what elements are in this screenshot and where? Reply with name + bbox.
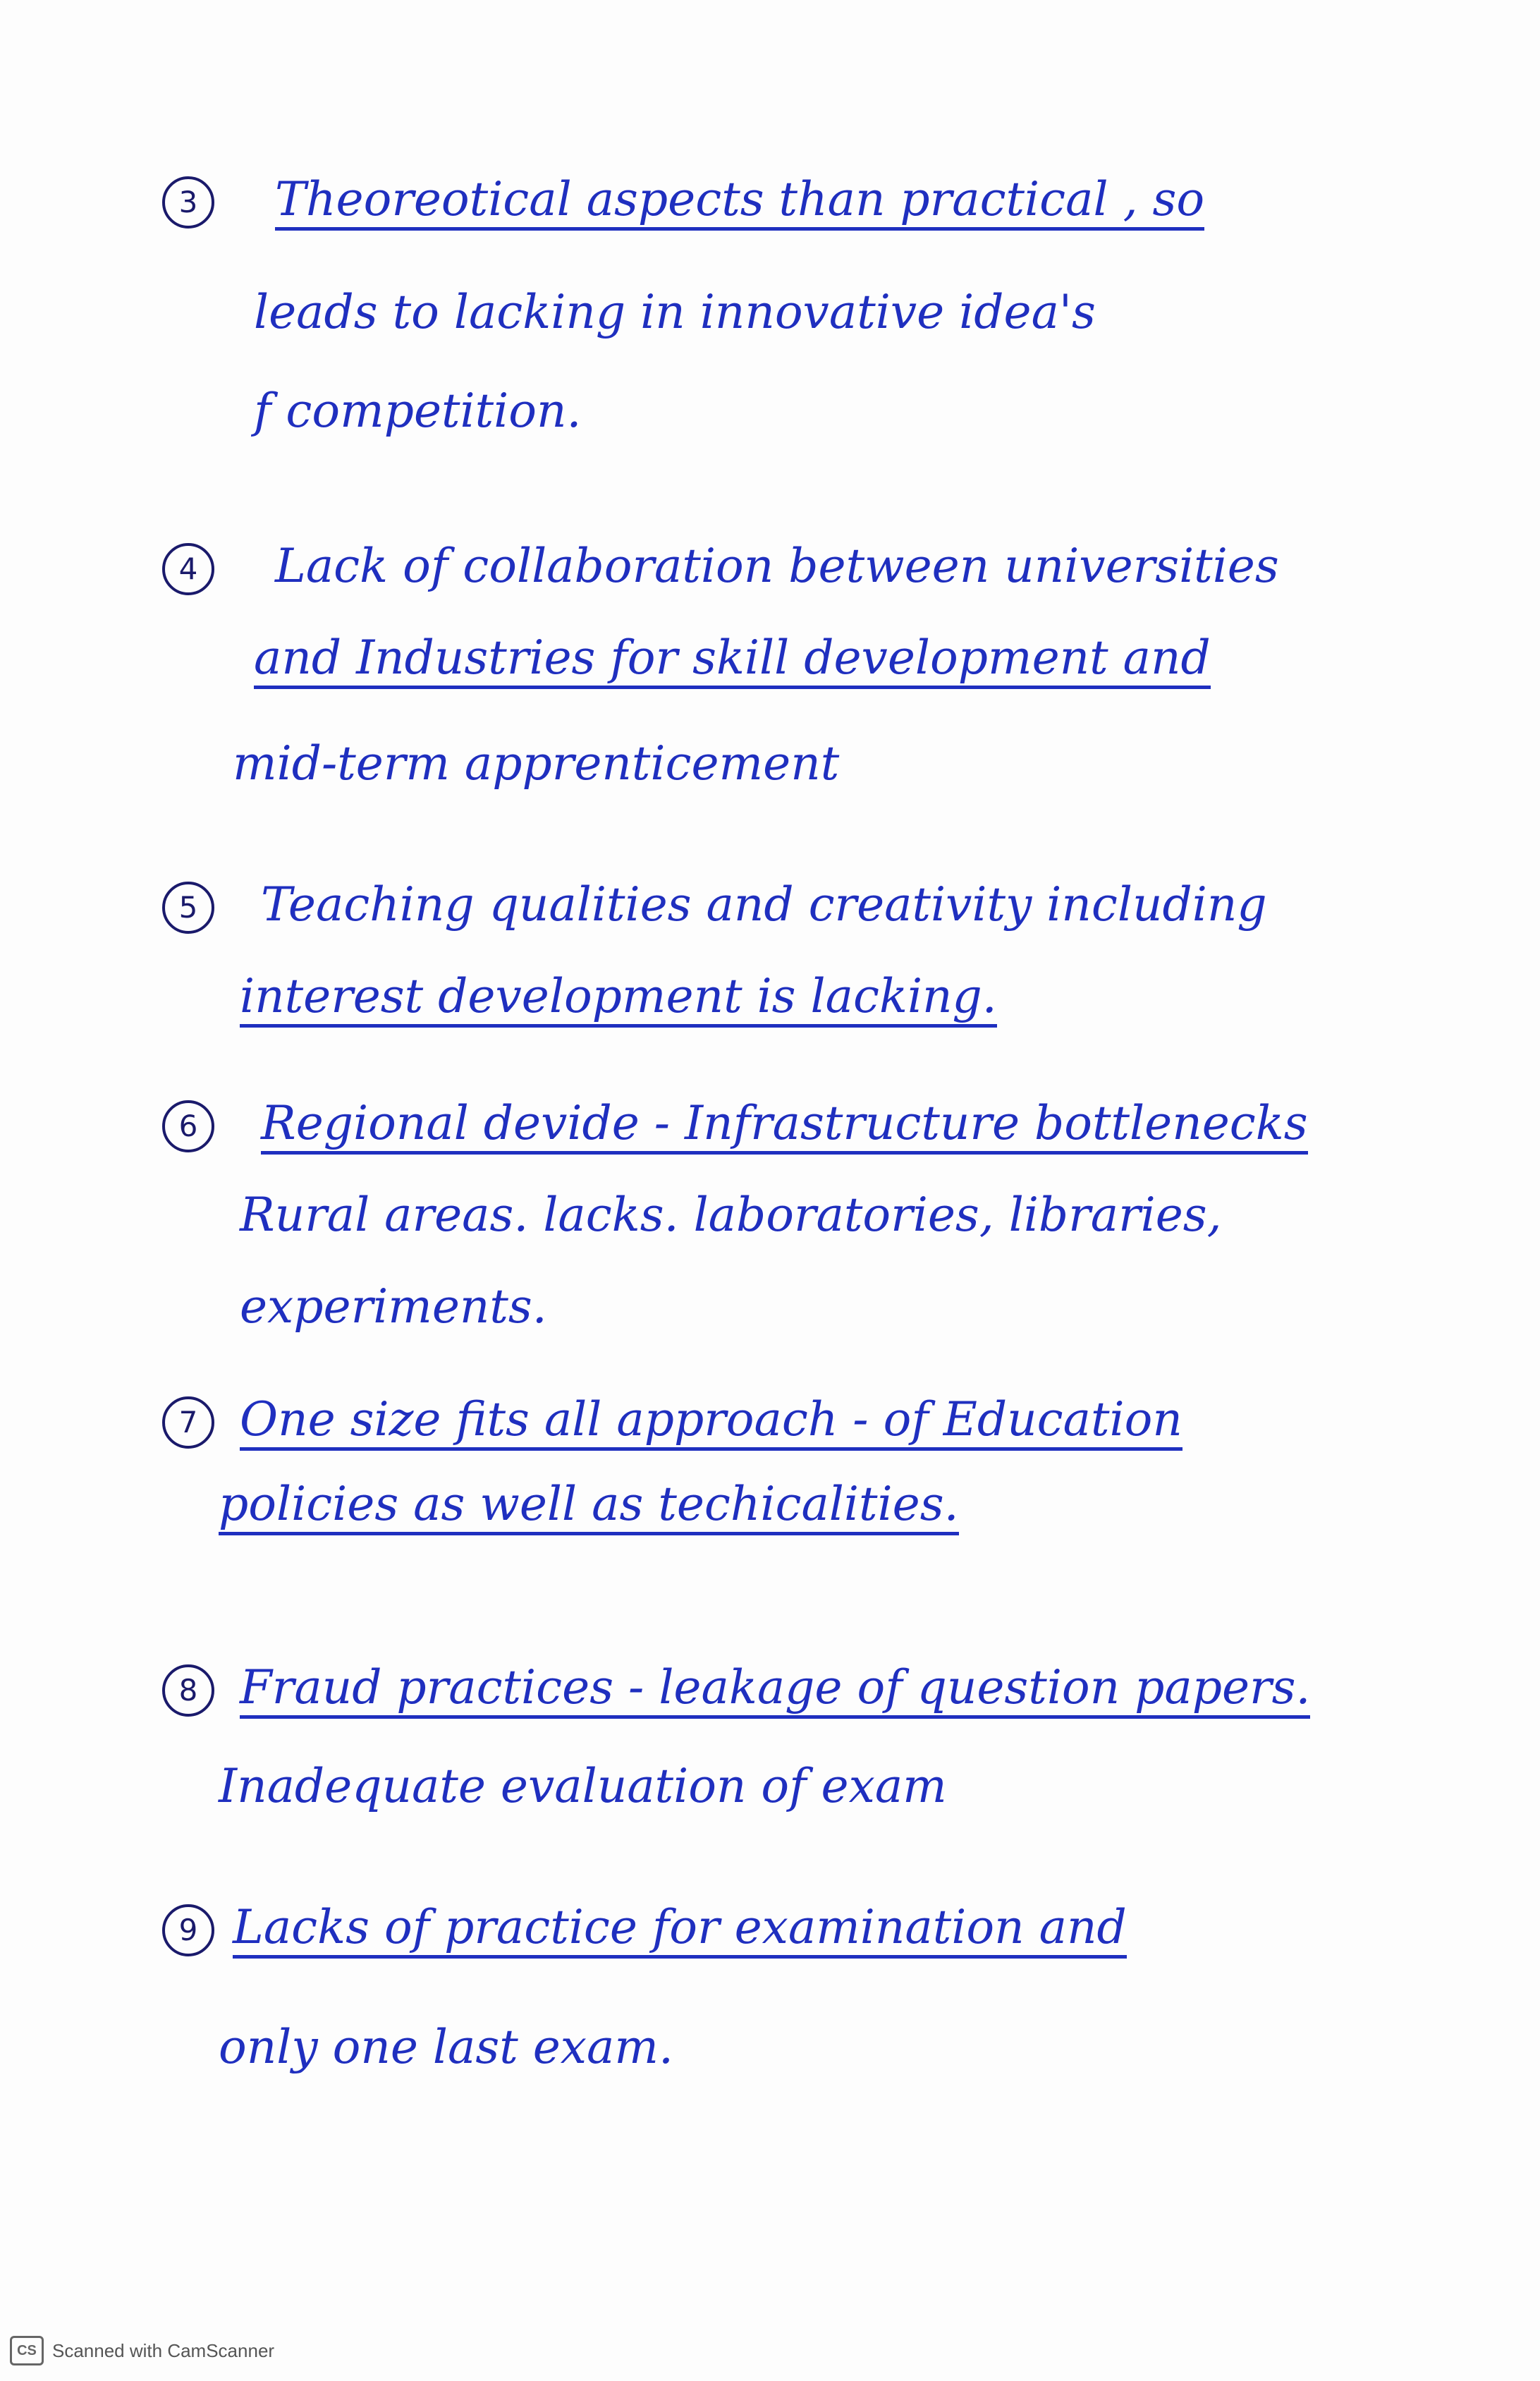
note-line: Inadequate evaluation of exam [219, 1759, 947, 1813]
item-number-badge: 8 [162, 1664, 214, 1717]
item-number-badge: 6 [162, 1100, 214, 1152]
note-line: Lacks of practice for examination and [233, 1904, 1127, 1959]
note-line: and Industries for skill development and [254, 635, 1211, 689]
note-line: leads to lacking in innovative idea's [254, 285, 1096, 339]
note-line: Lack of collaboration between universities [275, 539, 1279, 593]
note-line: Fraud practices - leakage of question papers. [240, 1664, 1310, 1719]
watermark-text: Scanned with CamScanner [52, 2339, 275, 2361]
note-line: f competition. [254, 384, 582, 438]
note-line: interest development is lacking. [240, 973, 997, 1028]
note-line: Rural areas. lacks. laboratories, libraries, [240, 1188, 1222, 1242]
item-number-badge: 4 [162, 543, 214, 595]
note-line: One size fits all approach - of Education [240, 1396, 1182, 1451]
item-number-badge: 5 [162, 882, 214, 934]
camscanner-watermark [10, 2336, 274, 2365]
note-line: policies as well as techicalities. [219, 1481, 959, 1535]
note-line: mid-term apprenticement [233, 736, 840, 791]
item-number-badge: 9 [162, 1904, 214, 1956]
note-line: only one last exam. [219, 2020, 673, 2074]
note-line: Teaching qualities and creativity including [261, 877, 1267, 932]
item-number-badge: 7 [162, 1396, 214, 1449]
note-line: Regional devide - Infrastructure bottlenecks [261, 1100, 1308, 1155]
note-line: Theoreotical aspects than practical , so [275, 176, 1204, 231]
note-line: experiments. [240, 1279, 547, 1334]
item-number-badge: 3 [162, 176, 214, 229]
camscanner-logo: CS [10, 2336, 44, 2365]
